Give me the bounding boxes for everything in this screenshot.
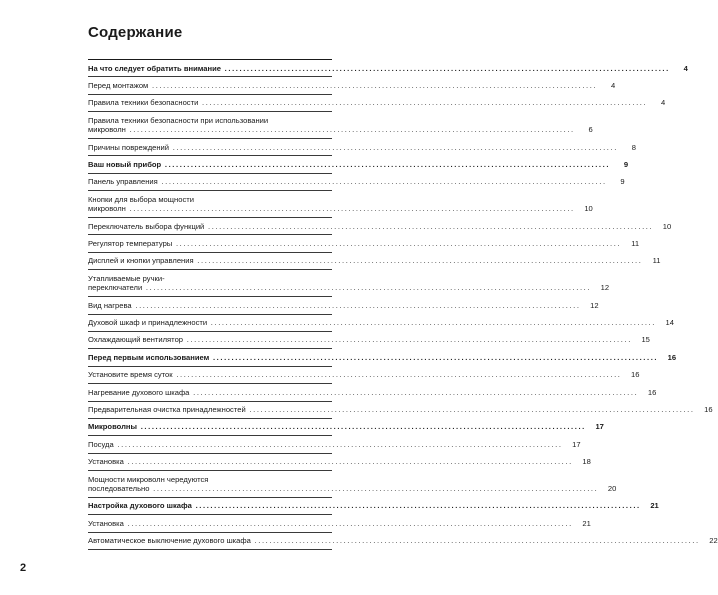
toc-entry-page: 17 bbox=[572, 439, 581, 449]
toc-entry-page: 9 bbox=[623, 159, 629, 169]
toc-entry-title-line: Установка ........................................................................................................................ bbox=[88, 457, 573, 467]
dot-leader: ........................................................................................................................ bbox=[137, 422, 586, 432]
toc-entry-title-line: последовательно ........................................................................................................................ bbox=[88, 484, 599, 494]
toc-entry-title-line: микроволн ........................................................................................................................ bbox=[88, 125, 575, 135]
toc-entry-page: 16 bbox=[631, 370, 640, 380]
toc-entry-page: 11 bbox=[631, 238, 640, 248]
dot-leader: ........................................................................................................................ bbox=[209, 352, 659, 362]
toc-entry-title bbox=[88, 440, 563, 449]
toc-entry-title-line: Перед монтажом ........................................................................................................................ bbox=[88, 80, 598, 90]
toc-entry-page: 12 bbox=[600, 283, 610, 293]
toc-entry-page: 16 bbox=[647, 387, 657, 397]
toc-entry bbox=[88, 297, 599, 314]
toc-entry bbox=[88, 270, 610, 297]
toc-entry-title-line: На что следует обратить внимание ........................................................................................................................ bbox=[88, 63, 670, 73]
toc-entry-page: 10 bbox=[662, 221, 672, 231]
toc-entry bbox=[88, 218, 672, 235]
toc-entry-title bbox=[88, 536, 700, 545]
dot-leader: ........................................................................................................................ bbox=[189, 387, 639, 397]
toc-entry bbox=[88, 454, 591, 471]
toc-entry-title-line: Вид нагрева ........................................................................................................................ bbox=[88, 300, 581, 310]
dot-leader: ........................................................................................................................ bbox=[172, 370, 622, 380]
dot-leader: ........................................................................................................................ bbox=[172, 238, 622, 248]
dot-leader: ........................................................................................................................ bbox=[125, 204, 575, 214]
dot-leader: ........................................................................................................................ bbox=[198, 98, 648, 108]
toc-entry-title bbox=[88, 98, 647, 107]
toc-entry-title bbox=[88, 318, 656, 327]
toc-entry bbox=[88, 384, 657, 401]
toc-entry-title bbox=[88, 422, 586, 431]
toc-entry bbox=[88, 253, 661, 270]
toc-entry-title bbox=[88, 256, 642, 265]
toc-entry bbox=[88, 315, 674, 332]
dot-leader: ........................................................................................................................ bbox=[131, 300, 581, 310]
toc-entry-title bbox=[88, 239, 621, 248]
toc-entry-title-line: Перед первым использованием ........................................................................................................................ bbox=[88, 352, 659, 362]
toc-entry-page: 16 bbox=[667, 352, 677, 362]
toc-entry-page: 21 bbox=[582, 518, 591, 528]
toc-entry-title-line: Мощности микроволн чередуются bbox=[88, 474, 209, 484]
toc-entry-title bbox=[88, 274, 591, 293]
dot-leader: ........................................................................................................................ bbox=[149, 484, 599, 494]
toc-entry bbox=[88, 60, 688, 77]
toc-entry-title-line: Нагревание духового шкафа ........................................................................................................................ bbox=[88, 387, 639, 397]
toc-entry-title-line: Причины повреждений ........................................................................................................................ bbox=[88, 142, 618, 152]
toc-entry-title-line: микроволн ........................................................................................................................ bbox=[88, 204, 575, 214]
toc-entry-page: 9 bbox=[620, 177, 625, 187]
dot-leader: ........................................................................................................................ bbox=[123, 518, 573, 528]
toc-entry-title bbox=[88, 475, 598, 494]
toc-entry-title bbox=[88, 81, 597, 90]
toc-entry-page: 4 bbox=[660, 98, 666, 108]
toc-entry-page: 10 bbox=[584, 204, 593, 214]
toc-entry bbox=[88, 191, 593, 218]
toc-entry-page: 12 bbox=[590, 300, 599, 310]
dot-leader: ........................................................................................................................ bbox=[148, 80, 598, 90]
toc-entry-title bbox=[88, 160, 610, 169]
toc-entry-title-line: Панель управления ........................................................................................................................ bbox=[88, 177, 607, 187]
dot-leader: ........................................................................................................................ bbox=[193, 256, 643, 266]
toc-entry-title bbox=[88, 335, 632, 344]
dot-leader: ........................................................................................................................ bbox=[250, 536, 700, 546]
toc-entry bbox=[88, 349, 677, 366]
toc-entry-title-line: Установка ........................................................................................................................ bbox=[88, 518, 573, 528]
toc-entry bbox=[88, 112, 593, 139]
toc-entry bbox=[88, 235, 640, 252]
toc-entry-title bbox=[88, 370, 622, 379]
toc-entry-page: 14 bbox=[665, 318, 674, 327]
toc-entry-page: 20 bbox=[607, 484, 617, 494]
toc-entry-title-line: Духовой шкаф и принадлежности ........................................................................................................................ bbox=[88, 318, 656, 327]
dot-leader: ........................................................................................................................ bbox=[161, 159, 611, 169]
dot-leader: ........................................................................................................................ bbox=[113, 439, 563, 449]
toc-entry-title bbox=[88, 405, 695, 414]
toc-entry bbox=[88, 332, 650, 349]
toc-entry-title-line: Установите время суток ........................................................................................................................ bbox=[88, 370, 622, 380]
toc-entry-title-line: Посуда ........................................................................................................................ bbox=[88, 439, 563, 449]
dot-leader: ........................................................................................................................ bbox=[204, 221, 654, 231]
toc-entry-title-line: Утапливаемые ручки- bbox=[88, 273, 165, 283]
toc-entry-page: 4 bbox=[610, 80, 616, 90]
toc-entry-page: 16 bbox=[704, 405, 713, 415]
toc-entry-title bbox=[88, 388, 638, 397]
toc-entry bbox=[88, 436, 581, 453]
toc-entry bbox=[88, 156, 629, 173]
dot-leader: ........................................................................................................................ bbox=[183, 335, 632, 345]
toc-entry-title-line: Дисплей и кнопки управления ........................................................................................................................ bbox=[88, 256, 643, 266]
toc-entry-title bbox=[88, 301, 581, 310]
dot-leader: ........................................................................................................................ bbox=[207, 318, 656, 327]
toc-entry-title-line: Ваш новый прибор ........................................................................................................................ bbox=[88, 159, 611, 169]
dot-leader: ........................................................................................................................ bbox=[123, 457, 573, 467]
toc-entry-title-line: Охлаждающий вентилятор ........................................................................................................................ bbox=[88, 335, 632, 345]
toc-entry bbox=[88, 402, 713, 419]
toc-entry-title bbox=[88, 519, 573, 528]
toc-entry-title-line: Правила техники безопасности ........................................................................................................................ bbox=[88, 98, 648, 108]
toc-entry-title bbox=[88, 353, 658, 362]
dot-leader: ........................................................................................................................ bbox=[245, 405, 695, 415]
toc-entry bbox=[88, 419, 604, 436]
toc-entry-title-line: Автоматическое выключение духового шкафа ........................................................................................................................ bbox=[88, 536, 700, 546]
toc-entry-title-line: Регулятор температуры ........................................................................................................................ bbox=[88, 238, 622, 248]
toc-entry-title bbox=[88, 457, 573, 466]
toc-entry-title-line: Кнопки для выбора мощности bbox=[88, 194, 194, 204]
page-title: Содержание bbox=[88, 24, 183, 41]
toc-entry-title-line: Настройка духового шкафа ........................................................................................................................ bbox=[88, 501, 641, 511]
toc-entry-page: 17 bbox=[595, 422, 604, 432]
toc-entry-title bbox=[88, 143, 618, 152]
toc-entry-title-line: Микроволны ........................................................................................................................ bbox=[88, 422, 586, 432]
dot-leader: ........................................................................................................................ bbox=[157, 177, 607, 187]
toc-entry bbox=[88, 515, 591, 532]
toc-entry-page: 6 bbox=[588, 125, 593, 135]
toc-entry-title-line: Предварительная очистка принадлежностей ........................................................................................................................ bbox=[88, 405, 695, 415]
toc-entry-title bbox=[88, 64, 670, 73]
toc-entry bbox=[88, 174, 625, 191]
toc-entry-page: 22 bbox=[709, 536, 718, 546]
toc-entry-page: 8 bbox=[631, 142, 636, 152]
toc-entry-title bbox=[88, 501, 641, 510]
toc-entry-title bbox=[88, 195, 575, 214]
table-of-contents bbox=[88, 59, 718, 550]
dot-leader: ........................................................................................................................ bbox=[142, 283, 592, 293]
toc-entry bbox=[88, 139, 636, 156]
toc-entry-title-line: Правила техники безопасности при использовании bbox=[88, 115, 269, 125]
toc-entry-page: 18 bbox=[582, 457, 591, 467]
toc-entry bbox=[88, 95, 666, 112]
toc-entry bbox=[88, 498, 659, 515]
toc-entry-title-line: переключатели ........................................................................................................................ bbox=[88, 283, 592, 293]
dot-leader: ........................................................................................................................ bbox=[125, 125, 575, 135]
page-number: 2 bbox=[20, 562, 27, 574]
dot-leader: ........................................................................................................................ bbox=[169, 142, 618, 152]
toc-entry-page: 15 bbox=[641, 335, 650, 345]
toc-entry-title-line: Переключатель выбора функций ........................................................................................................................ bbox=[88, 221, 654, 231]
dot-leader: ........................................................................................................................ bbox=[220, 63, 670, 73]
toc-entry bbox=[88, 471, 617, 498]
toc-entry bbox=[88, 367, 640, 384]
toc-entry-title bbox=[88, 116, 575, 135]
toc-entry-page: 4 bbox=[683, 63, 688, 73]
toc-entry-title bbox=[88, 222, 653, 231]
toc-entry bbox=[88, 77, 616, 94]
toc-entry-title bbox=[88, 177, 607, 186]
toc-entry bbox=[88, 533, 718, 550]
dot-leader: ........................................................................................................................ bbox=[191, 501, 641, 511]
toc-entry-page: 21 bbox=[650, 501, 659, 511]
toc-entry-page: 11 bbox=[652, 256, 661, 266]
